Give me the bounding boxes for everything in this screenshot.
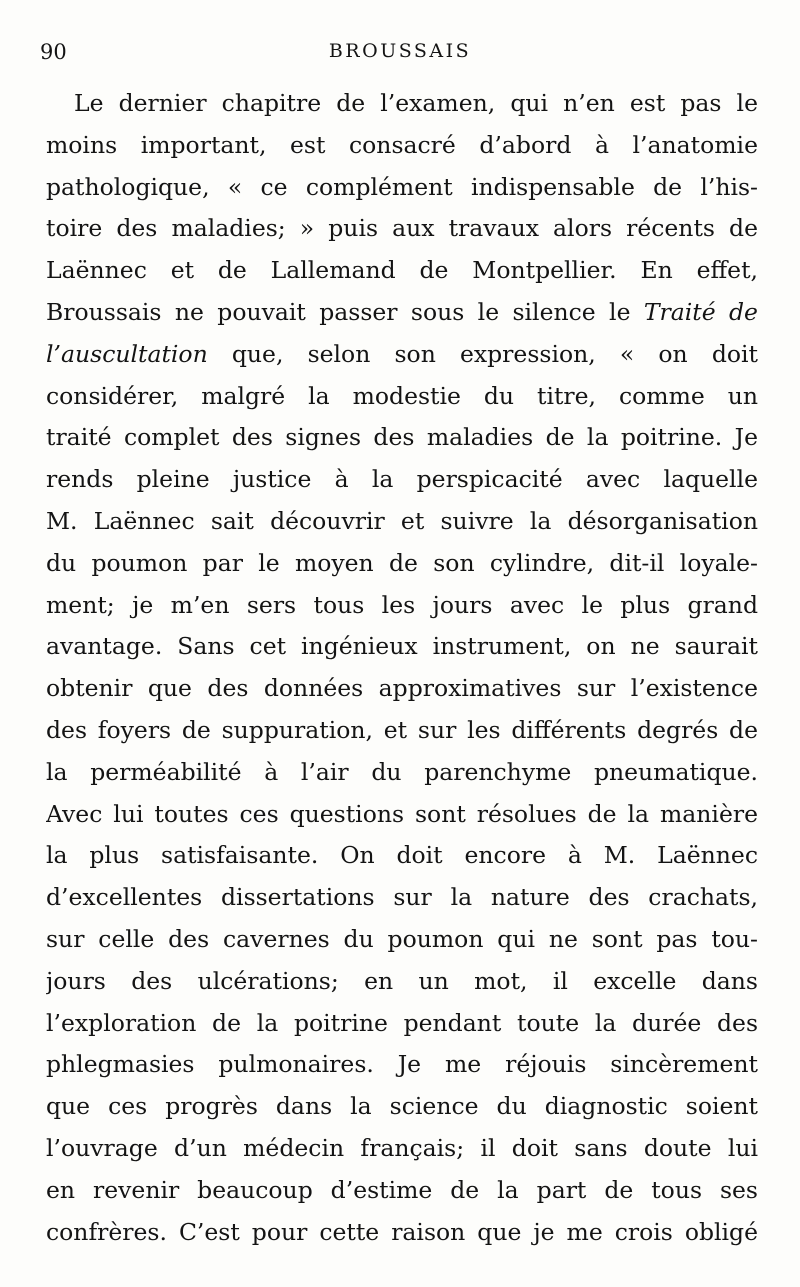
text-line: du poumon par le moyen de son cylindre, dit-il loyale-: [46, 548, 758, 577]
italic-book-title: Traité de: [643, 297, 758, 326]
text-line: jours des ulcérations; en un mot, il excelle dans: [46, 966, 758, 995]
text-line: la plus satisfaisante. On doit encore à M. Laënnec: [46, 841, 758, 870]
text-line: Avec lui toutes ces questions sont résolues de la manière: [46, 799, 758, 828]
text-line: sur celle des cavernes du poumon qui ne sont pas tou-: [46, 924, 758, 953]
text-segment: que, selon son expression, « on doit: [231, 339, 758, 368]
text-line-with-title: [46, 334, 758, 376]
text-line: toire des maladies; » puis aux travaux alors récents de: [46, 214, 758, 243]
running-title: BROUSSAIS: [328, 40, 472, 62]
text-line: des foyers de suppuration, et sur les différents degrés de: [46, 715, 758, 744]
text-line: la perméabilité à l’air du parenchyme pneumatique.: [46, 757, 758, 786]
text-line: phlegmasies pulmonaires. Je me réjouis sincèrement: [46, 1050, 758, 1079]
text-line: ment; je m’en sers tous les jours avec le plus grand: [46, 590, 758, 619]
text-line: obtenir que des données approximatives sur l’existence: [46, 674, 758, 703]
text-line: M. Laënnec sait découvrir et suivre la désorganisation: [46, 506, 758, 535]
italic-book-title: l’auscultation: [46, 339, 208, 368]
page-header: [40, 40, 760, 70]
text-line: avantage. Sans cet ingénieux instrument, on ne saurait: [46, 632, 758, 661]
text-line: que ces progrès dans la science du diagnostic soient: [46, 1092, 758, 1121]
text-line: en revenir beaucoup d’estime de la part de tous ses: [46, 1175, 758, 1204]
text-line: considérer, malgré la modestie du titre, comme un: [46, 381, 758, 410]
body-paragraph: [46, 83, 758, 1253]
text-line: rends pleine justice à la perspicacité avec laquelle: [46, 465, 758, 494]
text-line: confrères. C’est pour cette raison que je me crois obligé: [46, 1217, 758, 1246]
text-line: Le dernier chapitre de l’examen, qui n’en est pas le: [74, 89, 758, 117]
text-line: traité complet des signes des maladies de la poitrine. Je: [46, 423, 758, 452]
text-segment: Broussais ne pouvait passer sous le silence le: [46, 297, 631, 326]
text-line: pathologique, « ce complément indispensable de l’his-: [46, 172, 758, 201]
text-line: Laënnec et de Lallemand de Montpellier. En effet,: [46, 256, 758, 285]
page-number: 90: [40, 40, 67, 64]
text-line-with-title: [46, 292, 758, 334]
text-line: l’exploration de la poitrine pendant toute la durée des: [46, 1008, 758, 1037]
text-line: l’ouvrage d’un médecin français; il doit sans doute lui: [46, 1133, 758, 1162]
text-line: moins important, est consacré d’abord à l’anatomie: [46, 130, 758, 159]
text-line: d’excellentes dissertations sur la nature des crachats,: [46, 883, 758, 912]
